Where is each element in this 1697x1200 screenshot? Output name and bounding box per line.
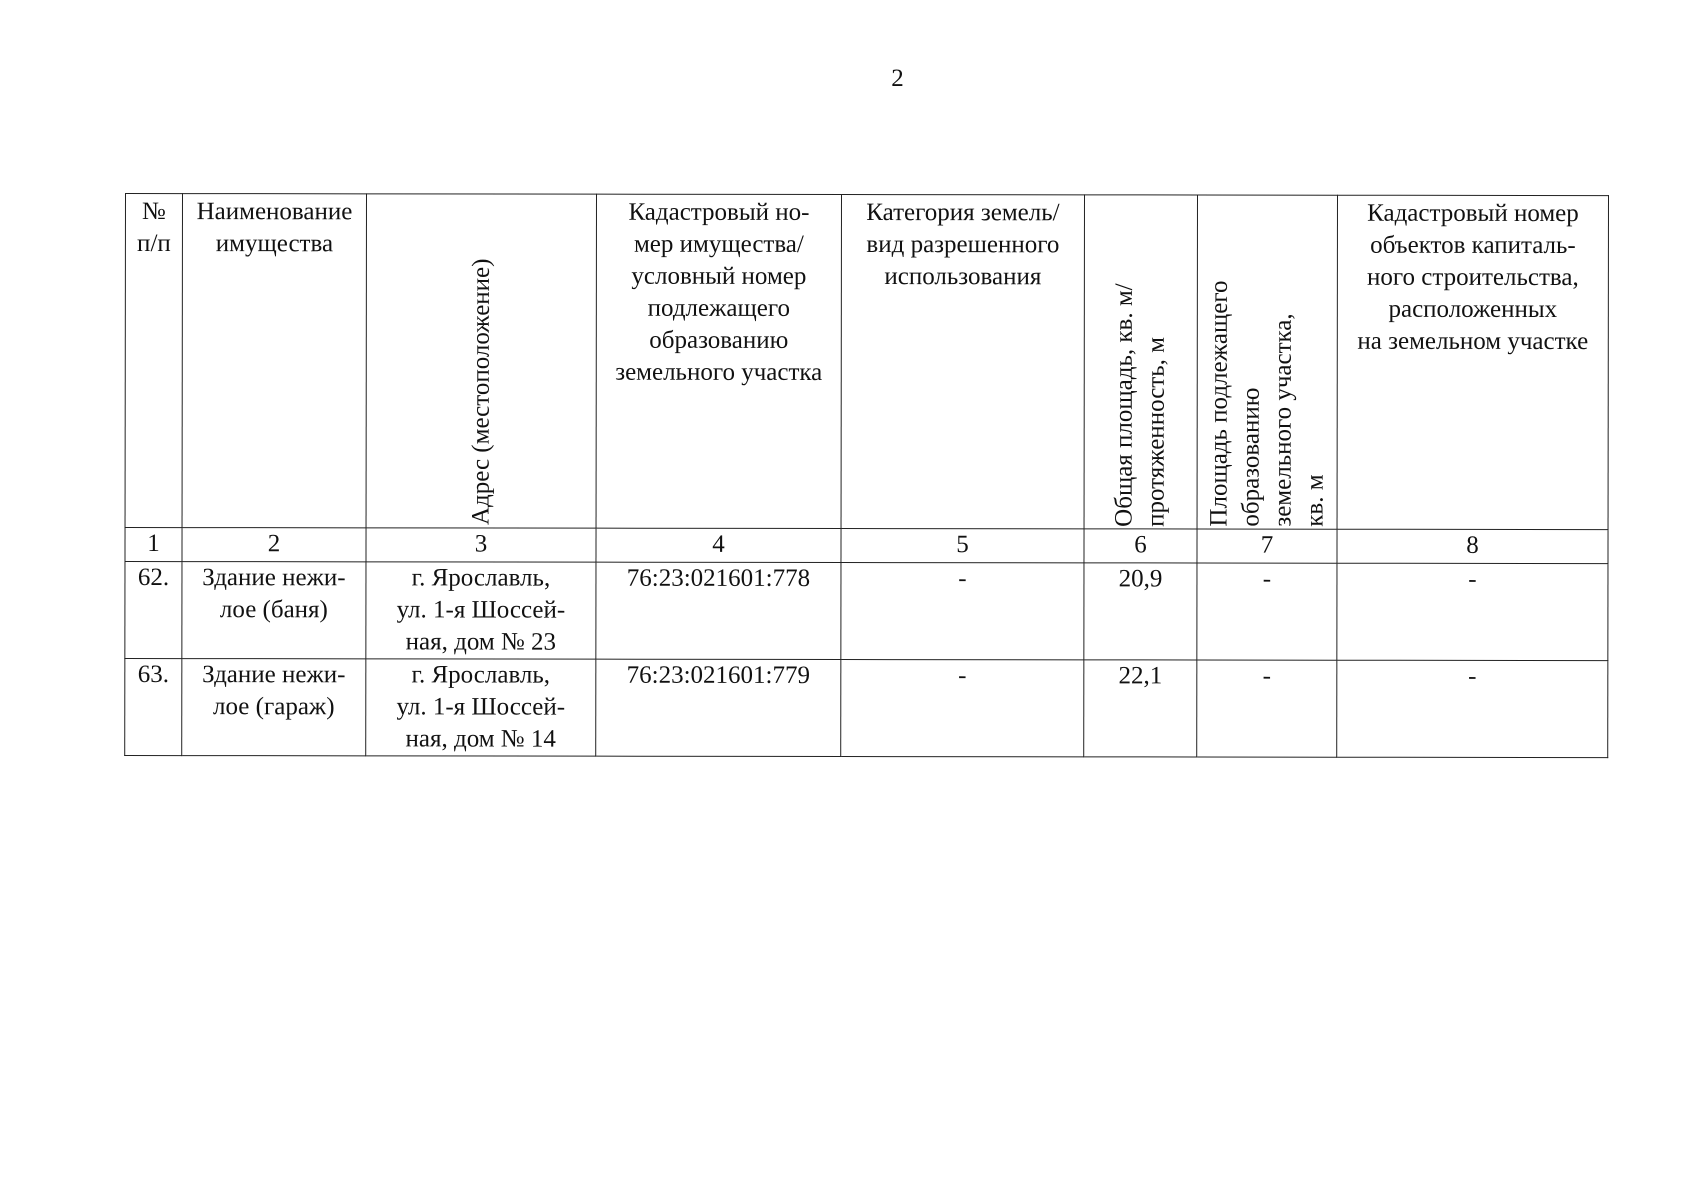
plot-area: - bbox=[1197, 563, 1337, 660]
column-number: 5 bbox=[841, 529, 1084, 563]
page-number: 2 bbox=[891, 65, 904, 92]
row-number: 63. bbox=[125, 659, 182, 756]
column-number-row bbox=[125, 528, 1608, 564]
column-number: 4 bbox=[596, 528, 841, 562]
property-address: г. Ярославль, ул. 1-я Шоссей- ная, дом № 23 bbox=[366, 562, 596, 659]
plot-area: - bbox=[1197, 660, 1337, 757]
header-capital-objects: Кадастровый номер объектов капиталь- ного строительства, расположенных на земельном участке bbox=[1337, 195, 1608, 529]
column-number: 7 bbox=[1197, 529, 1337, 563]
total-area: 20,9 bbox=[1084, 563, 1197, 660]
header-row-number: № п/п bbox=[125, 194, 182, 528]
header-property-name: Наименование имущества bbox=[182, 194, 366, 528]
property-address: г. Ярославль, ул. 1-я Шоссей- ная, дом № 14 bbox=[366, 659, 596, 756]
header-row bbox=[125, 194, 1608, 530]
header-land-category: Категория земель/ вид разрешенного использования bbox=[841, 195, 1084, 529]
header-plot-area bbox=[1197, 195, 1337, 529]
header-address bbox=[366, 194, 596, 528]
row-number: 62. bbox=[125, 562, 182, 659]
capital-objects: - bbox=[1337, 660, 1608, 757]
column-number: 2 bbox=[182, 528, 366, 562]
land-category: - bbox=[841, 563, 1084, 660]
column-number: 6 bbox=[1084, 529, 1197, 563]
header-plot-area-text: Площадь подлежащего образованию земельного участка, кв. м bbox=[1205, 280, 1329, 527]
property-name: Здание нежи- лое (гараж) bbox=[182, 659, 366, 756]
column-number: 1 bbox=[125, 528, 182, 562]
table-row bbox=[125, 562, 1608, 661]
capital-objects: - bbox=[1337, 563, 1608, 660]
column-number: 3 bbox=[366, 528, 596, 562]
header-total-area bbox=[1084, 195, 1197, 529]
header-address-text: Адрес (местоположение) bbox=[467, 258, 495, 526]
property-table bbox=[124, 193, 1609, 758]
column-number: 8 bbox=[1337, 529, 1608, 563]
header-cadastral-number: Кадастровый но- мер имущества/ условный номер подлежащего образованию земельного участка bbox=[596, 194, 841, 528]
land-category: - bbox=[841, 659, 1084, 756]
cadastral-number: 76:23:021601:779 bbox=[596, 659, 841, 756]
property-name: Здание нежи- лое (баня) bbox=[182, 562, 366, 659]
header-total-area-text: Общая площадь, кв. м/ протяженность, м bbox=[1110, 282, 1170, 527]
total-area: 22,1 bbox=[1084, 660, 1197, 757]
table-row bbox=[125, 659, 1608, 758]
cadastral-number: 76:23:021601:778 bbox=[596, 562, 841, 659]
